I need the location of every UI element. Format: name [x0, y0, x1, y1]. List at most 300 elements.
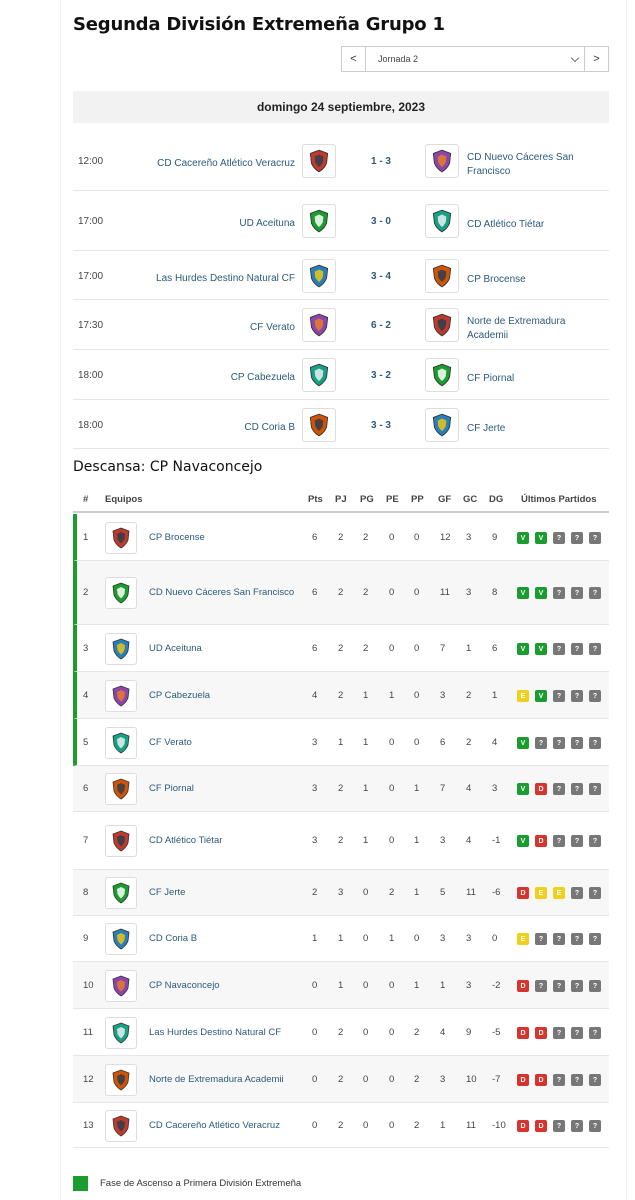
table-row[interactable] [73, 870, 609, 916]
form-badge[interactable]: D [535, 1120, 547, 1132]
stat-gf: 3 [440, 1074, 446, 1085]
match-score[interactable]: 3 - 2 [370, 370, 391, 381]
col-pj: PJ [335, 494, 347, 505]
stat-pts: 1 [312, 933, 318, 944]
position: 13 [83, 1120, 94, 1131]
team-crest-icon [105, 633, 137, 665]
stat-pj: 2 [338, 1120, 344, 1131]
stat-pts: 3 [312, 737, 318, 748]
stat-pts: 0 [312, 980, 318, 991]
form-badge[interactable]: D [517, 1074, 529, 1086]
col-pts: Pts [308, 494, 323, 505]
stat-pp: 1 [414, 887, 420, 898]
position: 12 [83, 1074, 94, 1085]
stat-pts: 6 [312, 532, 318, 543]
stat-pg: 0 [363, 1027, 369, 1038]
home-team-link[interactable]: Las Hurdes Destino Natural CF [156, 273, 295, 284]
form-badge[interactable]: V [517, 643, 529, 655]
table-row[interactable] [73, 514, 609, 561]
form-badge[interactable]: ? [571, 737, 583, 749]
away-team-link[interactable]: Norte de Extremadura Academii [467, 316, 566, 341]
stat-gc: 2 [466, 690, 472, 701]
col-last: Últimos Partidos [521, 494, 597, 505]
recent-form [517, 643, 601, 655]
stat-pe: 0 [389, 532, 395, 543]
form-badge[interactable]: V [535, 587, 547, 599]
table-row[interactable] [73, 962, 609, 1009]
stat-pe: 0 [389, 587, 395, 598]
form-badge[interactable]: ? [589, 887, 601, 899]
stat-pg: 0 [363, 980, 369, 991]
team-name-link[interactable]: CF Jerte [149, 887, 186, 898]
stat-pp: 1 [414, 835, 420, 846]
home-team-crest-icon [302, 144, 336, 178]
away-team-link[interactable]: CP Brocense [467, 274, 526, 285]
form-badge[interactable]: ? [589, 737, 601, 749]
stat-gc: 4 [466, 783, 472, 794]
team-crest-icon [105, 773, 137, 805]
stat-gf: 3 [440, 690, 446, 701]
team-crest-icon [105, 577, 137, 609]
form-badge[interactable]: ? [553, 1027, 565, 1039]
stat-pp: 0 [414, 643, 420, 654]
stat-pp: 1 [414, 783, 420, 794]
stat-pts: 3 [312, 783, 318, 794]
form-badge[interactable]: ? [553, 980, 565, 992]
stat-gc: 3 [466, 933, 472, 944]
stat-pj: 2 [338, 1027, 344, 1038]
stat-gc: 11 [466, 1120, 476, 1131]
stat-pj: 2 [338, 835, 344, 846]
stat-gf: 1 [440, 1120, 446, 1131]
stat-pe: 1 [389, 690, 395, 701]
away-team-crest-icon [425, 259, 459, 293]
home-team-link[interactable]: CD Coria B [244, 422, 295, 433]
date-header: domingo 24 septiembre, 2023 [73, 91, 609, 123]
table-row[interactable] [73, 719, 609, 766]
stat-dg: -1 [492, 835, 501, 846]
stat-pg: 1 [363, 783, 369, 794]
form-badge[interactable]: ? [589, 783, 601, 795]
position: 5 [83, 737, 89, 748]
position: 1 [83, 532, 89, 543]
table-row[interactable] [73, 812, 609, 870]
team-name-link[interactable]: Las Hurdes Destino Natural CF [149, 1027, 281, 1038]
col-pg: PG [360, 494, 374, 505]
form-badge[interactable]: V [517, 835, 529, 847]
col-gc: GC [463, 494, 478, 505]
stat-pp: 2 [414, 1027, 420, 1038]
form-badge[interactable]: ? [553, 737, 565, 749]
stat-gf: 11 [440, 587, 450, 598]
stat-gf: 1 [440, 980, 446, 991]
team-crest-icon [105, 825, 137, 857]
team-name-link[interactable]: CF Piornal [149, 783, 194, 794]
stat-pj: 3 [338, 887, 344, 898]
away-team-crest-icon [425, 144, 459, 178]
stat-pp: 2 [414, 1120, 420, 1131]
table-row[interactable] [73, 672, 609, 719]
team-crest-icon [105, 727, 137, 759]
form-badge[interactable]: ? [553, 690, 565, 702]
stat-pe: 0 [389, 1074, 395, 1085]
form-badge[interactable]: ? [571, 783, 583, 795]
table-row[interactable] [73, 625, 609, 672]
form-badge[interactable]: ? [535, 933, 547, 945]
team-crest-icon [105, 1017, 137, 1049]
form-badge[interactable]: ? [553, 1120, 565, 1132]
table-row[interactable] [73, 1009, 609, 1056]
stat-pg: 1 [363, 835, 369, 846]
position: 10 [83, 980, 94, 991]
stat-pe: 0 [389, 980, 395, 991]
position: 9 [83, 933, 89, 944]
form-badge[interactable]: ? [553, 933, 565, 945]
away-team-crest-icon [425, 204, 459, 238]
col-gf: GF [438, 494, 452, 505]
col-pp: PP [411, 494, 424, 505]
form-badge[interactable]: E [517, 933, 529, 945]
team-crest-icon [105, 970, 137, 1002]
stat-gf: 3 [440, 835, 446, 846]
recent-form [517, 587, 601, 599]
recent-form [517, 783, 601, 795]
stat-pj: 1 [338, 933, 344, 944]
team-name-link[interactable]: Norte de Extremadura Academii [149, 1074, 284, 1085]
away-team-crest-icon [425, 308, 459, 342]
stat-dg: 4 [492, 737, 498, 748]
form-badge[interactable]: D [535, 1074, 547, 1086]
recent-form [517, 887, 601, 899]
jornada-selected-value: Jornada 2 [378, 54, 419, 64]
form-badge[interactable]: V [517, 587, 529, 599]
form-badge[interactable]: ? [571, 835, 583, 847]
stat-gf: 12 [440, 532, 451, 543]
form-badge[interactable]: V [517, 737, 529, 749]
stat-pj: 2 [338, 532, 344, 543]
form-badge[interactable]: D [517, 887, 529, 899]
form-badge[interactable]: ? [589, 532, 601, 544]
match-row[interactable] [73, 131, 609, 191]
stat-pe: 0 [389, 783, 395, 794]
away-team-crest-icon [425, 358, 459, 392]
form-badge[interactable]: E [517, 690, 529, 702]
away-team-crest-icon [425, 408, 459, 442]
position: 3 [83, 643, 89, 654]
stat-dg: -10 [492, 1120, 506, 1131]
stat-dg: 0 [492, 933, 498, 944]
form-badge[interactable]: ? [589, 1027, 601, 1039]
stat-gf: 3 [440, 933, 446, 944]
stat-pe: 0 [389, 1120, 395, 1131]
form-badge[interactable]: D [517, 1120, 529, 1132]
stat-pp: 0 [414, 690, 420, 701]
form-badge[interactable]: ? [589, 690, 601, 702]
stat-pp: 1 [414, 980, 420, 991]
stat-pe: 1 [389, 933, 395, 944]
form-badge[interactable]: ? [553, 783, 565, 795]
stat-gf: 7 [440, 783, 446, 794]
stat-dg: -7 [492, 1074, 501, 1085]
team-name-link[interactable]: CD Cacereño Atlético Veracruz [149, 1120, 280, 1131]
stat-pp: 0 [414, 737, 420, 748]
form-badge[interactable]: V [517, 783, 529, 795]
position: 11 [83, 1027, 93, 1038]
stat-pj: 2 [338, 690, 344, 701]
form-badge[interactable]: ? [553, 532, 565, 544]
stat-gc: 3 [466, 587, 472, 598]
match-row[interactable] [73, 350, 609, 400]
stat-pj: 2 [338, 587, 344, 598]
legend [73, 1176, 301, 1191]
form-badge[interactable]: ? [571, 933, 583, 945]
home-team-link[interactable]: CP Cabezuela [230, 372, 295, 383]
form-badge[interactable]: V [535, 643, 547, 655]
stat-pts: 0 [312, 1120, 318, 1131]
form-badge[interactable]: ? [571, 1120, 583, 1132]
stat-pp: 0 [414, 933, 420, 944]
stat-pp: 0 [414, 587, 420, 598]
team-name-link[interactable]: CD Coria B [149, 933, 198, 944]
team-crest-icon [105, 1064, 137, 1096]
match-score[interactable]: 3 - 3 [370, 420, 391, 431]
form-badge[interactable]: ? [571, 532, 583, 544]
stat-pg: 1 [363, 737, 369, 748]
next-jornada-button[interactable]: > [584, 46, 609, 72]
jornada-selector [341, 46, 609, 72]
away-team-link[interactable]: CF Piornal [467, 373, 515, 384]
team-name-link[interactable]: CP Navaconcejo [149, 980, 220, 991]
form-badge[interactable]: E [535, 887, 547, 899]
home-team-crest-icon [302, 308, 336, 342]
stat-pe: 0 [389, 737, 395, 748]
stat-gc: 10 [466, 1074, 477, 1085]
stat-dg: 8 [492, 587, 498, 598]
form-badge[interactable]: ? [553, 1074, 565, 1086]
position: 8 [83, 887, 89, 898]
stat-dg: 9 [492, 532, 498, 543]
form-badge[interactable]: D [535, 835, 547, 847]
col-pos: # [83, 494, 89, 505]
form-badge[interactable]: ? [589, 835, 601, 847]
stat-pp: 0 [414, 532, 420, 543]
home-team-link[interactable]: CF Verato [249, 322, 295, 333]
match-time: 18:00 [78, 370, 104, 381]
stat-gf: 6 [440, 737, 446, 748]
stat-pg: 0 [363, 933, 369, 944]
form-badge[interactable]: ? [571, 887, 583, 899]
recent-form [517, 1027, 601, 1039]
table-row[interactable] [73, 916, 609, 962]
table-row[interactable] [73, 1056, 609, 1103]
stat-pj: 2 [338, 1074, 344, 1085]
recent-form [517, 690, 601, 702]
form-badge[interactable]: ? [589, 980, 601, 992]
form-badge[interactable]: ? [553, 835, 565, 847]
home-team-crest-icon [302, 204, 336, 238]
recent-form [517, 737, 601, 749]
table-row[interactable] [73, 561, 609, 625]
standings-header [73, 489, 609, 513]
legend-swatch [73, 1176, 88, 1191]
match-row[interactable] [73, 251, 609, 300]
away-team-link[interactable]: CD Nuevo Cáceres San Francisco [467, 152, 574, 177]
stat-pg: 0 [363, 1120, 369, 1131]
stat-dg: -5 [492, 1027, 501, 1038]
team-crest-icon [105, 680, 137, 712]
team-name-link[interactable]: CP Brocense [149, 532, 205, 543]
recent-form [517, 933, 601, 945]
form-badge[interactable]: ? [571, 1027, 583, 1039]
col-dg: DG [489, 494, 504, 505]
stat-pe: 2 [389, 887, 395, 898]
stat-pj: 2 [338, 783, 344, 794]
position: 2 [83, 587, 89, 598]
stat-pj: 1 [338, 737, 344, 748]
form-badge[interactable]: V [517, 532, 529, 544]
home-team-link[interactable]: CD Cacereño Atlético Veracruz [157, 158, 295, 169]
away-team-link[interactable]: CD Atlético Tiétar [467, 219, 545, 230]
stat-pts: 2 [312, 887, 318, 898]
stat-gc: 11 [466, 887, 476, 898]
match-score[interactable]: 3 - 0 [370, 216, 391, 227]
match-row[interactable] [73, 400, 609, 449]
page-title: Segunda División Extremeña Grupo 1 [73, 14, 445, 35]
stat-pts: 0 [312, 1074, 318, 1085]
home-team-crest-icon [302, 408, 336, 442]
stat-pg: 2 [363, 643, 369, 654]
form-badge[interactable]: E [553, 887, 565, 899]
form-badge[interactable]: V [535, 532, 547, 544]
stat-pj: 2 [338, 643, 344, 654]
form-badge[interactable]: ? [589, 587, 601, 599]
stat-dg: -6 [492, 887, 501, 898]
stat-gf: 7 [440, 643, 446, 654]
recent-form [517, 835, 601, 847]
match-time: 17:00 [78, 216, 104, 227]
form-badge[interactable]: D [517, 1027, 529, 1039]
away-team-link[interactable]: CF Jerte [467, 423, 506, 434]
home-team-link[interactable]: UD Aceituna [239, 218, 295, 229]
legend-label: Fase de Ascenso a Primera División Extremeña [100, 1178, 302, 1189]
form-badge[interactable]: D [535, 1027, 547, 1039]
stat-pts: 6 [312, 587, 318, 598]
form-badge[interactable]: V [535, 690, 547, 702]
form-badge[interactable]: ? [571, 690, 583, 702]
form-badge[interactable]: ? [535, 737, 547, 749]
team-name-link[interactable]: UD Aceituna [149, 643, 202, 654]
match-score[interactable]: 6 - 2 [370, 320, 391, 331]
match-row[interactable] [73, 191, 609, 251]
stat-dg: 3 [492, 783, 498, 794]
stat-pp: 2 [414, 1074, 420, 1085]
match-score[interactable]: 3 - 4 [370, 271, 391, 282]
form-badge[interactable]: ? [571, 980, 583, 992]
home-team-crest-icon [302, 358, 336, 392]
form-badge[interactable]: ? [571, 643, 583, 655]
position: 4 [83, 690, 89, 701]
recent-form [517, 1120, 601, 1132]
form-badge[interactable]: ? [553, 587, 565, 599]
stat-gc: 3 [466, 980, 472, 991]
col-pe: PE [386, 494, 399, 505]
match-time: 12:00 [78, 156, 104, 167]
stat-gc: 2 [466, 737, 472, 748]
form-badge[interactable]: ? [589, 1074, 601, 1086]
team-name-link[interactable]: CP Cabezuela [149, 690, 211, 701]
recent-form [517, 532, 601, 544]
form-badge[interactable]: D [535, 783, 547, 795]
prev-jornada-button[interactable]: < [341, 46, 366, 72]
stat-pe: 0 [389, 1027, 395, 1038]
col-team: Equipos [105, 494, 143, 505]
jornada-select[interactable] [366, 46, 584, 72]
team-name-link[interactable]: CF Verato [149, 737, 192, 748]
table-row[interactable] [73, 1103, 609, 1148]
match-row[interactable] [73, 300, 609, 350]
stat-pts: 3 [312, 835, 318, 846]
stat-pg: 2 [363, 532, 369, 543]
stat-gc: 1 [466, 643, 472, 654]
stat-gc: 3 [466, 532, 472, 543]
form-badge[interactable]: ? [535, 980, 547, 992]
stat-pe: 0 [389, 643, 395, 654]
match-time: 17:00 [78, 271, 104, 282]
stat-dg: 6 [492, 643, 498, 654]
form-badge[interactable]: ? [589, 643, 601, 655]
team-name-link[interactable]: CD Atlético Tiétar [149, 835, 223, 846]
descansa-label: Descansa: CP Navaconcejo [73, 459, 263, 475]
stat-pe: 0 [389, 835, 395, 846]
form-badge[interactable]: D [517, 980, 529, 992]
stat-gc: 4 [466, 835, 472, 846]
form-badge[interactable]: ? [571, 1074, 583, 1086]
table-row[interactable] [73, 766, 609, 812]
stat-gf: 4 [440, 1027, 446, 1038]
stat-pg: 0 [363, 887, 369, 898]
team-crest-icon [105, 877, 137, 909]
position: 7 [83, 835, 89, 846]
stat-dg: 1 [492, 690, 498, 701]
match-score[interactable]: 1 - 3 [370, 156, 391, 167]
team-crest-icon [105, 923, 137, 955]
team-crest-icon [105, 522, 137, 554]
stat-gc: 9 [466, 1027, 472, 1038]
match-time: 17:30 [78, 320, 104, 331]
home-team-crest-icon [302, 259, 336, 293]
stat-pts: 6 [312, 643, 318, 654]
form-badge[interactable]: ? [553, 643, 565, 655]
position: 6 [83, 783, 89, 794]
stat-pg: 2 [363, 587, 369, 598]
stat-pg: 1 [363, 690, 369, 701]
form-badge[interactable]: ? [589, 933, 601, 945]
stat-pts: 0 [312, 1027, 318, 1038]
stat-pts: 4 [312, 690, 318, 701]
team-name-link[interactable]: CD Nuevo Cáceres San Francisco [149, 587, 295, 598]
stat-dg: -2 [492, 980, 501, 991]
form-badge[interactable]: ? [589, 1120, 601, 1132]
recent-form [517, 1074, 601, 1086]
stat-gf: 5 [440, 887, 446, 898]
form-badge[interactable]: ? [571, 587, 583, 599]
match-time: 18:00 [78, 420, 104, 431]
recent-form [517, 980, 601, 992]
stat-pg: 0 [363, 1074, 369, 1085]
chevron-down-icon [571, 53, 579, 61]
stat-pj: 1 [338, 980, 344, 991]
team-crest-icon [105, 1110, 137, 1142]
